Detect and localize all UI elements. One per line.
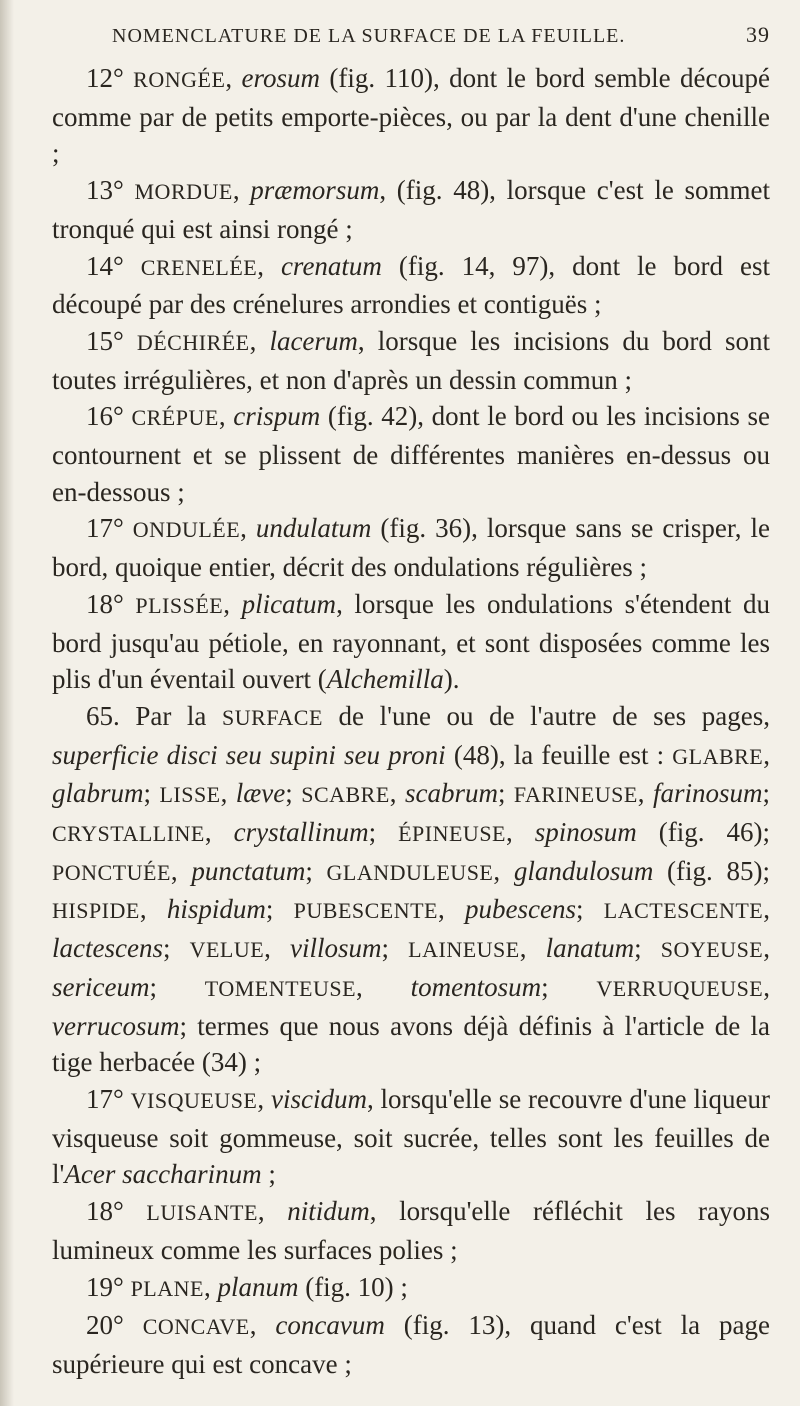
surface-term-la: glabrum bbox=[52, 778, 144, 809]
surface-term-la: spinosum bbox=[534, 817, 637, 848]
surface-term-la: scabrum bbox=[404, 778, 498, 809]
surface-term-fr: LAINEUSE bbox=[408, 937, 520, 963]
numbered-item bbox=[52, 1193, 770, 1268]
book-page bbox=[52, 22, 770, 1383]
surface-term-fr: LACTESCENTE bbox=[603, 898, 764, 924]
numbered-item bbox=[52, 1269, 770, 1308]
term-separator: ; bbox=[285, 778, 302, 809]
term-separator: ; bbox=[162, 933, 190, 964]
surface-term-la: punctatum bbox=[191, 855, 306, 886]
numbered-item bbox=[52, 510, 770, 585]
item-latin: nitidum bbox=[287, 1196, 370, 1227]
surface-term-fr: PUBESCENTE bbox=[293, 898, 438, 924]
term-comma: , bbox=[637, 778, 653, 809]
item-number: 14° bbox=[86, 250, 141, 281]
term-separator: ; bbox=[265, 894, 294, 925]
item-comma: , bbox=[203, 1271, 218, 1302]
term-comma: , bbox=[264, 933, 291, 964]
term-comma: , bbox=[493, 855, 514, 886]
item-latin: præmorsum bbox=[250, 175, 380, 206]
term-separator: ; bbox=[541, 971, 597, 1002]
item-number: 17° bbox=[86, 513, 133, 544]
term-comma: , bbox=[763, 971, 770, 1002]
surface-term-fig: (fig. 85) bbox=[653, 855, 763, 886]
running-title: NOMENCLATURE DE LA SURFACE DE LA FEUILLE. bbox=[112, 25, 626, 47]
item-term: CONCAVE bbox=[142, 1314, 250, 1340]
surface-term-fr: SCABRE bbox=[301, 782, 390, 808]
numbered-item bbox=[52, 323, 770, 398]
item-text: , lorsqu'elle se recouvre d'une liqueur visqueuse soit gommeuse, soit sucrée, telles sont les feuilles de l' bbox=[52, 1083, 770, 1190]
item-term: MORDUE bbox=[134, 179, 233, 205]
term-comma: , bbox=[139, 894, 167, 925]
numbered-item bbox=[52, 398, 770, 510]
item-latin-genus: Acer saccharinum bbox=[64, 1159, 262, 1190]
item-text: , lorsqu'elle réfléchit les rayons lumineux comme les surfaces polies ; bbox=[52, 1196, 770, 1265]
item-term: RONGÉE bbox=[133, 67, 226, 92]
section-65-lead: 65. Par la bbox=[86, 700, 222, 731]
term-separator: ; bbox=[143, 778, 160, 809]
surface-term-la: tomentosum bbox=[410, 971, 542, 1002]
surface-term-fr: TOMENTEUSE bbox=[204, 975, 357, 1001]
term-comma: , bbox=[389, 778, 405, 809]
surface-term-la: sericeum bbox=[52, 971, 150, 1002]
surface-term-fr: PONCTUÉE bbox=[52, 859, 171, 885]
term-comma: , bbox=[220, 778, 236, 809]
surface-term-fr: VELUE bbox=[189, 937, 265, 963]
surface-terms-list bbox=[52, 740, 770, 1041]
item-term: DÉCHIRÉE bbox=[136, 329, 250, 355]
section-65-rest: (48), la feuille est : bbox=[445, 739, 673, 770]
term-separator: ; bbox=[762, 778, 770, 809]
surface-term-la: villosum bbox=[290, 933, 382, 964]
item-latin: erosum bbox=[241, 63, 321, 93]
surface-term-la: crystallinum bbox=[233, 817, 369, 848]
surface-term-fr: SOYEUSE bbox=[660, 937, 764, 963]
surface-term-la: hispidum bbox=[166, 894, 266, 925]
item-number: 12° bbox=[86, 63, 134, 93]
item-comma: , bbox=[240, 513, 256, 544]
term-comma: , bbox=[763, 739, 770, 770]
item-latin-genus: Alchemilla bbox=[326, 664, 444, 695]
page-number: 39 bbox=[746, 22, 770, 47]
item-latin: viscidum bbox=[270, 1083, 367, 1114]
term-separator: ; bbox=[305, 855, 327, 886]
surface-term-fr: VERRUQUEUSE bbox=[596, 975, 764, 1001]
term-comma: , bbox=[204, 817, 234, 848]
item-term: CRENELÉE bbox=[140, 254, 258, 280]
surface-term-fr: GLANDULEUSE bbox=[326, 859, 494, 885]
item-text: , lorsque les incisions du bord sont toutes irrégulières, et non d'après un dessin commun ; bbox=[52, 325, 770, 395]
term-separator: ; bbox=[368, 817, 399, 848]
term-comma: , bbox=[519, 933, 546, 964]
item-number: 18° bbox=[86, 1196, 147, 1227]
item-term: LUISANTE bbox=[146, 1200, 258, 1226]
item-number: 20° bbox=[86, 1310, 143, 1341]
term-separator: ; bbox=[762, 817, 770, 848]
item-comma: , bbox=[257, 1083, 271, 1114]
item-latin: planum bbox=[217, 1271, 299, 1302]
item-comma: , bbox=[249, 1310, 276, 1341]
term-comma: , bbox=[763, 933, 770, 964]
item-comma: , bbox=[257, 250, 281, 281]
surface-term-fr: CRYSTALLINE bbox=[52, 821, 205, 847]
item-text: (fig. 42), dont le bord ou les incisions se contournent et se plissent de différentes manières en-dessus ou en-dessous ; bbox=[52, 401, 770, 507]
surface-term-fr: ÉPINEUSE bbox=[398, 821, 506, 847]
item-number: 13° bbox=[86, 175, 135, 206]
item-term: ONDULÉE bbox=[132, 517, 241, 543]
item-latin: undulatum bbox=[255, 513, 372, 544]
item-comma: , bbox=[232, 175, 251, 206]
surface-term-la: glandulosum bbox=[513, 855, 654, 886]
item-latin: crispum bbox=[233, 401, 321, 432]
numbered-item bbox=[52, 1307, 770, 1382]
numbered-item bbox=[52, 1081, 770, 1193]
margin-list bbox=[52, 60, 770, 698]
term-comma: , bbox=[356, 971, 411, 1002]
surface-term-fr: HISPIDE bbox=[52, 898, 140, 924]
section-65-paragraph bbox=[52, 698, 770, 1081]
item-text: (fig. 13), quand c'est la page supérieure qui est concave ; bbox=[52, 1310, 770, 1379]
running-header bbox=[52, 22, 770, 48]
term-separator: ; bbox=[634, 933, 661, 964]
item-number: 19° bbox=[86, 1271, 131, 1302]
item-comma: , bbox=[218, 401, 234, 432]
term-separator: ; bbox=[149, 971, 205, 1002]
term-separator: ; bbox=[762, 855, 770, 886]
item-term: PLANE bbox=[130, 1275, 204, 1301]
item-latin: lacerum bbox=[269, 325, 358, 356]
numbered-item bbox=[52, 248, 770, 323]
item-text-end: ). bbox=[443, 664, 460, 695]
term-separator: ; bbox=[381, 933, 409, 964]
term-separator: ; bbox=[497, 778, 514, 809]
term-comma: , bbox=[506, 817, 535, 848]
item-comma: , bbox=[223, 588, 242, 619]
surface-term-la: læve bbox=[235, 778, 286, 809]
term-comma: , bbox=[438, 894, 466, 925]
item-term: CRÉPUE bbox=[131, 405, 219, 431]
surface-list bbox=[52, 1081, 770, 1383]
surface-term-fr: FARINEUSE bbox=[513, 782, 638, 808]
surface-term-la: lactescens bbox=[52, 933, 163, 964]
surface-term-fig: (fig. 46) bbox=[636, 817, 763, 848]
item-latin: crenatum bbox=[280, 250, 382, 281]
item-number: 15° bbox=[86, 325, 137, 356]
term-comma: , bbox=[763, 894, 770, 925]
item-term: PLISSÉE bbox=[135, 592, 224, 618]
section-65-latin: superficie disci seu supini seu proni bbox=[52, 739, 446, 770]
item-text: (fig. 10) ; bbox=[298, 1271, 408, 1302]
item-text: , lorsque les ondulations s'étendent du bord jusqu'au pétiole, en rayonnant, et sont disposées comme les plis d'un éventail ouvert ( bbox=[52, 588, 770, 695]
item-text: (fig. 110), dont le bord semble découpé comme par de petits emporte-pièces, ou par la dent d'une chenille ; bbox=[52, 63, 770, 169]
item-comma: , bbox=[249, 325, 270, 356]
section-65-tail: ; termes que nous avons déjà définis à l'article de la tige herbacée (34) ; bbox=[52, 1010, 770, 1078]
item-comma: , bbox=[257, 1196, 288, 1227]
page-gutter-shadow bbox=[0, 0, 14, 1406]
term-separator: ; bbox=[575, 894, 604, 925]
item-number: 16° bbox=[86, 401, 132, 432]
numbered-item bbox=[52, 586, 770, 698]
item-text: , (fig. 48), lorsque c'est le sommet tronqué qui est ainsi rongé ; bbox=[52, 175, 771, 244]
surface-term-la: lanatum bbox=[545, 933, 635, 964]
surface-term-la: verrucosum bbox=[52, 1010, 180, 1041]
surface-term-la: farinosum bbox=[652, 778, 763, 809]
item-number: 18° bbox=[86, 588, 136, 619]
item-latin: plicatum bbox=[241, 588, 337, 619]
item-text: (fig. 14, 97), dont le bord est découpé par des crénelures arrondies et contiguës ; bbox=[52, 250, 770, 320]
surface-term-la: pubescens bbox=[465, 894, 576, 925]
term-comma: , bbox=[170, 855, 192, 886]
numbered-item bbox=[52, 60, 770, 172]
surface-term-fr: LISSE bbox=[159, 782, 221, 808]
item-text-end: ; bbox=[261, 1159, 276, 1190]
surface-term: SURFACE bbox=[222, 704, 323, 730]
item-number: 17° bbox=[86, 1083, 131, 1114]
item-text: (fig. 36), lorsque sans se crisper, le bord, quoique entier, décrit des ondulations régulières ; bbox=[52, 513, 770, 583]
item-latin: concavum bbox=[275, 1310, 385, 1341]
surface-term-fr: GLABRE bbox=[672, 743, 764, 769]
numbered-item bbox=[52, 172, 770, 247]
section-65-mid: de l'une ou de l'autre de ses pages, bbox=[322, 700, 770, 731]
item-comma: , bbox=[225, 63, 242, 93]
item-term: VISQUEUSE bbox=[130, 1087, 258, 1113]
